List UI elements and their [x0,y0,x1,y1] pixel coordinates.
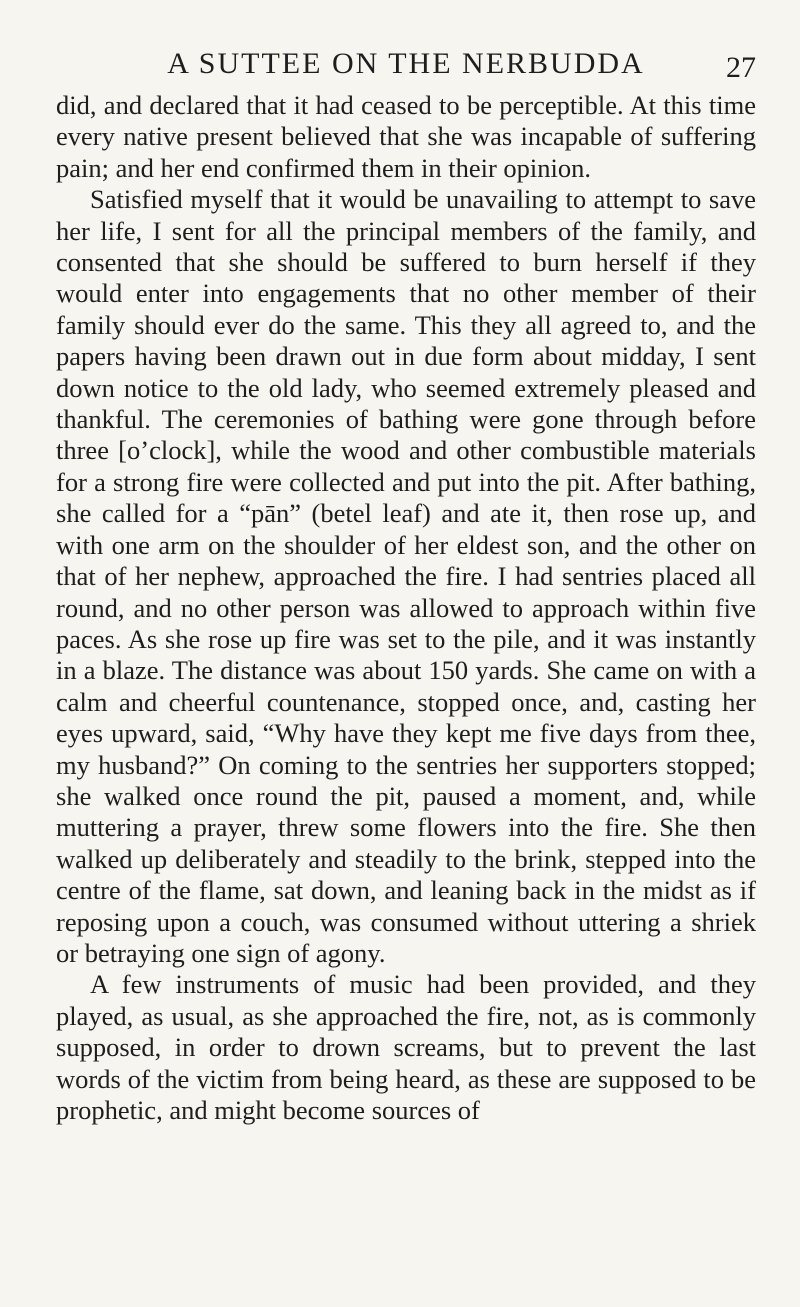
running-head [56,44,756,84]
page-number: 27 [726,51,756,84]
paragraph-continuation: did, and declared that it had ceased to be perceptible. At this time every native present believed that she was incapable of suffering pain; and her end confirmed them in their opinion. [56,90,756,183]
paragraph-suttee-account: Satisfied myself that it would be unavailing to attempt to save her life, I sent for all the principal members of the family, and consented that she should be suffered to burn herself if they would enter into engagements that no other member of their family should ever do the same. This they all agreed to, and the papers having been drawn out in due form about midday, I sent down notice to the old lady, who seemed extremely pleased and thankful. The ceremonies of bathing were gone through before three [o’clock], while the wood and other combustible materials for a strong fire were collected and put into the pit. After bathing, she called for a “pān” (betel leaf) and ate it, then rose up, and with one arm on the shoulder of her eldest son, and the other on that of her nephew, approached the fire. I had sentries placed all round, and no other person was allowed to approach within five paces. As she rose up fire was set to the pile, and it was instantly in a blaze. The distance was about 150 yards. She came on with a calm and cheerful countenance, stopped once, and, casting her eyes upward, said, “Why have they kept me five days from thee, my husband?” On coming to the sentries her supporters stopped; she walked once round the pit, paused a moment, and, while muttering a prayer, threw some flowers into the fire. She then walked up deliberately and steadily to the brink, stepped into the centre of the flame, sat down, and leaning back in the midst as if reposing upon a couch, was consumed without uttering a shriek or betraying one sign of agony. [56,184,756,968]
paragraph-music: A few instruments of music had been provided, and they played, as usual, as she approached the fire, not, as is commonly supposed, in order to drown screams, but to prevent the last words of the victim from being heard, as these are supposed to be prophetic, and might become sources of [56,969,756,1125]
body-text [56,90,756,1126]
running-title: A SUTTEE ON THE NERBUDDA [167,47,645,80]
